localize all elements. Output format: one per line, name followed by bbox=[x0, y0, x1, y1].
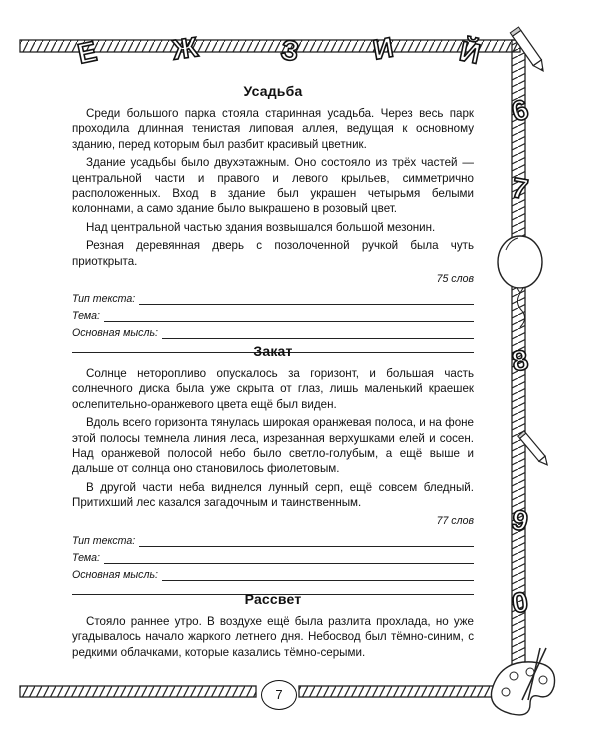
answer-line[interactable] bbox=[139, 535, 474, 547]
answer-line[interactable] bbox=[162, 569, 474, 581]
text-title: Рассвет bbox=[244, 591, 302, 607]
main-idea-label: Основная мысль: bbox=[72, 327, 158, 340]
main-idea-label: Основная мысль: bbox=[72, 568, 158, 581]
header-letter: Е bbox=[74, 35, 100, 70]
header-letter: И bbox=[370, 31, 396, 66]
word-count: 75 слов bbox=[436, 273, 474, 286]
paragraph: Над центральной частью здания возвышался большой мезонин. bbox=[86, 220, 436, 234]
text-type-label: Тип текста: bbox=[72, 293, 136, 306]
text-usadba bbox=[72, 83, 474, 353]
side-digit: 8 bbox=[509, 343, 531, 378]
topic-label: Тема: bbox=[72, 310, 100, 323]
paragraph: Среди большого парка стояла старинная усадьба. Через весь парк проходила длинная тенистая липовая аллея, ведущая к основному зданию, перед которым был разбит красивый цветник. bbox=[72, 107, 474, 151]
answer-line[interactable] bbox=[139, 293, 474, 305]
text-rassvet bbox=[72, 591, 474, 663]
side-digit: 6 bbox=[508, 93, 532, 128]
topic-field[interactable] bbox=[72, 305, 474, 322]
text-type-label: Тип текста: bbox=[72, 534, 136, 547]
side-digit: 9 bbox=[509, 503, 531, 538]
page-number: 7 bbox=[261, 680, 297, 710]
paragraph: Вдоль всего горизонта тянулась широкая оранжевая полоса, и на фоне этой полосы темнела линия леса, изрезанная верхушками елей и сосен. Над оранжевой полосой небо было светло-голубым, а ещё выше и дальше от солнца оно становилось фиолетовым. bbox=[72, 416, 474, 476]
topic-field[interactable] bbox=[72, 547, 474, 564]
text-type-field[interactable] bbox=[72, 288, 474, 305]
text-type-field[interactable] bbox=[72, 530, 474, 547]
topic-label: Тема: bbox=[72, 551, 100, 564]
header-letter: З bbox=[278, 33, 302, 68]
answer-line[interactable] bbox=[162, 327, 474, 339]
header-letter: Ж bbox=[170, 31, 200, 66]
text-title: Усадьба bbox=[243, 83, 303, 99]
text-zakat bbox=[72, 343, 474, 595]
paragraph: Стояло раннее утро. В воздухе ещё была разлита прохлада, но уже угадывалось начало жаркого летнего дня. Небосвод был тёмно-синим, с редкими облачками, которые казались тёмно-серыми. bbox=[72, 615, 474, 659]
paragraph: Здание усадьбы было двухэтажным. Оно состояло из трёх частей — центральной части и правого и левого крыльев, симметрично расположенных. Вход в здание был украшен четырьмя белыми колоннами, а само здание было выкрашено в розовый цвет. bbox=[72, 156, 474, 216]
side-digit: 0 bbox=[510, 586, 530, 619]
side-digit: 7 bbox=[509, 171, 531, 206]
main-idea-field[interactable] bbox=[72, 564, 474, 581]
analysis-fields bbox=[72, 530, 474, 595]
paragraph: В другой части неба виднелся лунный серп, ещё совсем бледный. Притихший лес казался загадочным и таинственным. bbox=[72, 480, 474, 510]
answer-line[interactable] bbox=[104, 552, 474, 564]
main-idea-field[interactable] bbox=[72, 322, 474, 339]
answer-line[interactable] bbox=[104, 310, 474, 322]
paragraph: Солнце неторопливо опускалось за горизонт, и большая часть солнечного диска была уже скрыта от глаз, лишь маленький краешек ослепительно-оранжевого цвета ещё был виден. bbox=[72, 367, 474, 411]
header-letter: Й bbox=[456, 35, 483, 70]
word-count: 77 слов bbox=[436, 514, 474, 527]
paragraph: Резная деревянная дверь с позолоченной ручкой была чуть приоткрыта. bbox=[72, 239, 474, 268]
text-title: Закат bbox=[253, 343, 293, 359]
